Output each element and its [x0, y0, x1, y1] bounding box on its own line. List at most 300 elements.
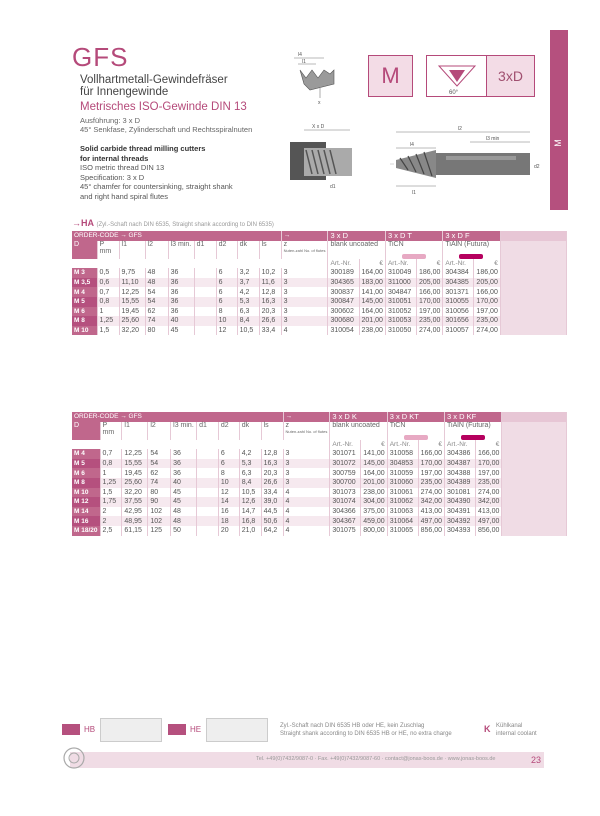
table-cell: 48	[145, 278, 168, 288]
table-cell: 300759	[330, 468, 361, 478]
table-cell: 8	[218, 468, 239, 478]
table-cell: 310064	[387, 516, 418, 526]
table-cell: 0,8	[100, 459, 122, 469]
col-p: P mm	[100, 422, 122, 440]
table-cell: 90	[148, 497, 171, 507]
table-cell: 304385	[443, 278, 474, 288]
table-cell: 342,00	[475, 497, 501, 507]
svg-text:l1: l1	[412, 190, 416, 196]
hb-arrow-icon	[62, 724, 80, 735]
table-cell: 166,00	[418, 449, 444, 459]
table-cell: 6	[216, 268, 237, 278]
svg-text:l3 min: l3 min	[486, 136, 500, 142]
table-cell: 301074	[330, 497, 361, 507]
row-pad	[502, 516, 567, 526]
table-header-row: ORDER-CODE → GFS → 3 x D K 3 x D KT 3 x D KF	[72, 412, 567, 422]
product-title: GFS	[72, 42, 129, 72]
table-cell: 304853	[387, 459, 418, 469]
table-cell: 205,00	[416, 278, 442, 288]
thread-size-cell: M 10	[72, 488, 100, 498]
thread-size-cell: M 16	[72, 516, 100, 526]
table-cell	[197, 507, 219, 517]
table-cell: 3	[283, 459, 330, 469]
table-cell: 54	[148, 449, 171, 459]
table-cell: 301371	[443, 287, 474, 297]
table-cell	[197, 478, 219, 488]
coolant-note: Kühlkanal internal coolant	[496, 723, 537, 737]
he-shank-drawing	[206, 718, 268, 742]
hb-label: HB	[84, 725, 96, 734]
table-row	[72, 307, 567, 317]
table-cell: 310065	[387, 526, 418, 536]
col-d: D	[72, 241, 97, 259]
german-spec: Ausführung: 3 x D 45° Senkfase, Zylinderschaft und Rechtsspiralnuten	[80, 116, 253, 134]
table-cell: 170,00	[475, 459, 501, 469]
table-cell: 15,55	[122, 459, 148, 469]
table-cell: 3	[281, 268, 328, 278]
coating-name: TiAlN (Futura)	[443, 241, 500, 259]
table-cell: 42,95	[122, 507, 148, 517]
table-cell: 12,8	[259, 287, 281, 297]
table-cell: 10,5	[239, 488, 261, 498]
column-header-row: D P mm l1 l2 l3 min. d1 d2 dk ls z Nuten-zahl No. of flutes blank uncoated TiCN TiAlN (Futura)	[72, 241, 567, 259]
table-cell: 497,00	[475, 516, 501, 526]
table-cell: 11,6	[259, 278, 281, 288]
table-cell: 310055	[443, 297, 474, 307]
table-cell	[194, 278, 216, 288]
table-cell: 45	[171, 488, 197, 498]
table-cell: 304391	[445, 507, 476, 517]
table-cell: 36	[171, 449, 197, 459]
table-cell: 201,00	[359, 316, 385, 326]
table-cell	[197, 526, 219, 536]
table-cell: 102	[148, 507, 171, 517]
thread-size-cell: M 6	[72, 307, 97, 317]
table-cell: 21,0	[239, 526, 261, 536]
svg-text:l1: l1	[302, 59, 306, 65]
table-cell: 0,8	[97, 297, 119, 307]
thread-size-cell: M 3,5	[72, 278, 97, 288]
table-cell: 197,00	[418, 468, 444, 478]
table-cell: 310053	[385, 316, 416, 326]
row-pad	[500, 316, 566, 326]
row-pad	[502, 497, 567, 507]
table-cell: 4,2	[237, 287, 259, 297]
table-cell: 201,00	[361, 478, 387, 488]
table-cell: 274,00	[418, 488, 444, 498]
table-cell: 3	[281, 297, 328, 307]
table-cell: 304392	[445, 516, 476, 526]
table-cell: 3	[283, 478, 330, 488]
table-cell	[197, 459, 219, 469]
table-cell: 12	[216, 326, 237, 336]
table-cell: 20,3	[261, 468, 283, 478]
table-cell: 304847	[385, 287, 416, 297]
tool-drawing	[290, 120, 550, 200]
table-cell: 3,2	[237, 268, 259, 278]
thread-size-cell: M 12	[72, 497, 100, 507]
table-cell: 36	[168, 307, 194, 317]
thread-size-cell: M 5	[72, 297, 97, 307]
table-cell: 1,25	[97, 316, 119, 326]
table-cell: 33,4	[261, 488, 283, 498]
coating-code: 3 x D T	[385, 231, 442, 241]
table-cell: 145,00	[361, 459, 387, 469]
table-cell: 19,45	[119, 307, 145, 317]
table-cell: 197,00	[475, 468, 501, 478]
length-ratio-icon: 3xD	[486, 55, 535, 97]
table-cell: 274,00	[474, 326, 500, 336]
coating-code: 3 x D F	[443, 231, 500, 241]
table-cell: 4,2	[239, 449, 261, 459]
row-pad	[502, 526, 567, 536]
table-cell: 300700	[330, 478, 361, 488]
table-cell: 36	[171, 468, 197, 478]
table-cell: 15,55	[119, 297, 145, 307]
table-cell: 48	[171, 516, 197, 526]
table-cell: 301072	[330, 459, 361, 469]
table-cell: 166,00	[474, 287, 500, 297]
thread-angle-icon	[426, 55, 488, 97]
hb-shank-drawing	[100, 718, 162, 742]
table-cell: 36	[171, 459, 197, 469]
coolant-icon: K	[484, 724, 491, 734]
art-number-header: Art.-Nr. € Art.-Nr. € Art.-Nr. €	[72, 259, 567, 269]
thread-size-cell: M 18/20	[72, 526, 100, 536]
table-cell: 4	[283, 526, 330, 536]
col-p: P mm	[97, 241, 119, 259]
row-pad	[502, 478, 567, 488]
table-cell: 342,00	[418, 497, 444, 507]
table-cell: 1,5	[100, 488, 122, 498]
table-cell: 186,00	[416, 268, 442, 278]
table-cell: 12,25	[122, 449, 148, 459]
table-cell: 164,00	[359, 268, 385, 278]
table-cell: 16	[218, 507, 239, 517]
table-cell: 166,00	[416, 287, 442, 297]
table-cell: 64,2	[261, 526, 283, 536]
table-cell: 50	[171, 526, 197, 536]
table-row	[72, 497, 567, 507]
table-cell: 301075	[330, 526, 361, 536]
table-cell: 4	[283, 497, 330, 507]
table-cell: 61,15	[122, 526, 148, 536]
table-row	[72, 459, 567, 469]
table-cell: 304388	[445, 468, 476, 478]
table-cell: 304393	[445, 526, 476, 536]
row-pad	[502, 449, 567, 459]
table-cell: 20,3	[259, 307, 281, 317]
svg-text:d2: d2	[534, 164, 540, 170]
table-cell: 45	[171, 497, 197, 507]
column-header-row: D P mm l1 l2 l3 min. d1 d2 dk ls z Nuten-zahl No. of flutes blank uncoated TiCN TiAlN (Futura)	[72, 422, 567, 440]
table-cell: 6,3	[239, 468, 261, 478]
table-row	[72, 526, 567, 536]
company-logo-icon	[62, 746, 86, 770]
table-cell: 3	[281, 287, 328, 297]
table-row	[72, 278, 567, 288]
table-cell: 19,45	[122, 468, 148, 478]
table-cell: 304,00	[361, 497, 387, 507]
table-cell: 9,75	[119, 268, 145, 278]
table-cell: 300680	[328, 316, 359, 326]
table-cell: 304386	[445, 449, 476, 459]
table-cell: 4	[283, 488, 330, 498]
table-cell: 274,00	[416, 326, 442, 336]
order-code-label: ORDER-CODE → GFS	[72, 412, 283, 422]
table-cell: 33,4	[259, 326, 281, 336]
thread-size-cell: M 10	[72, 326, 97, 336]
coating-name: TiCN	[387, 422, 444, 440]
table-cell: 25,60	[122, 478, 148, 488]
table-cell	[194, 316, 216, 326]
thread-size-cell: M 3	[72, 268, 97, 278]
row-pad	[500, 278, 566, 288]
contact-info: Tel. +49(0)7432/9087-0 · Fax. +49(0)7432/9087-60 · contact@jonas-boos.de · www.jonas-boos.de	[256, 756, 496, 762]
coating-name: TiCN	[385, 241, 442, 259]
table-cell: 304367	[330, 516, 361, 526]
table-cell: 310061	[387, 488, 418, 498]
table-cell: 18	[218, 516, 239, 526]
table-cell: 12,25	[119, 287, 145, 297]
table-cell: 301081	[445, 488, 476, 498]
coating-name: TiAlN (Futura)	[445, 422, 502, 440]
thread-size-cell: M 14	[72, 507, 100, 517]
table-cell: 6	[216, 287, 237, 297]
thread-profile-drawing	[290, 50, 350, 105]
table-cell: 2	[100, 516, 122, 526]
table-cell: 6,3	[237, 307, 259, 317]
table-cell: 304365	[328, 278, 359, 288]
table-cell: 310052	[385, 307, 416, 317]
table-cell: 12,6	[239, 497, 261, 507]
row-pad	[500, 307, 566, 317]
table-cell: 413,00	[475, 507, 501, 517]
table-cell: 6	[216, 278, 237, 288]
table-cell: 80	[145, 326, 168, 336]
table-cell: 48	[171, 507, 197, 517]
table-cell: 74	[148, 478, 171, 488]
material-icon: M	[368, 55, 413, 97]
table-cell	[194, 287, 216, 297]
table-cell: 800,00	[361, 526, 387, 536]
table-cell: 8,4	[239, 478, 261, 488]
thread-size-cell: M 8	[72, 478, 100, 488]
table-cell: 310054	[328, 326, 359, 336]
art-number-header: Art.-Nr. € Art.-Nr. € Art.-Nr. €	[72, 440, 567, 450]
table-cell: 36	[168, 287, 194, 297]
table-row	[72, 478, 567, 488]
table-cell: 856,00	[418, 526, 444, 536]
table-cell: 301656	[443, 316, 474, 326]
table-cell: 166,00	[475, 449, 501, 459]
table-cell: 2	[100, 507, 122, 517]
table-cell	[197, 468, 219, 478]
table-cell: 0,6	[97, 278, 119, 288]
table-row	[72, 468, 567, 478]
table-cell: 197,00	[474, 307, 500, 317]
row-pad	[500, 287, 566, 297]
thread-size-cell: M 4	[72, 449, 100, 459]
table-cell: 375,00	[361, 507, 387, 517]
table-cell: 54	[145, 287, 168, 297]
table-cell: 125	[148, 526, 171, 536]
table-cell: 2,5	[100, 526, 122, 536]
table-cell	[194, 268, 216, 278]
table-cell: 238,00	[359, 326, 385, 336]
table-cell: 310058	[387, 449, 418, 459]
shank-type-label: →HA (Zyl.-Schaft nach DIN 6535, Straight shank according to DIN 6535)	[72, 218, 274, 228]
table-cell: 62	[148, 468, 171, 478]
page-number: 23	[531, 755, 542, 765]
german-subtitle: Metrisches ISO-Gewinde DIN 13	[80, 101, 247, 113]
table-cell: 164,00	[361, 468, 387, 478]
table-cell: 40	[171, 478, 197, 488]
table-cell: 304389	[445, 478, 476, 488]
coating-code: 3 x D KT	[387, 412, 444, 422]
table-cell: 48,95	[122, 516, 148, 526]
table-cell: 6	[216, 297, 237, 307]
row-pad	[502, 459, 567, 469]
product-table-1	[72, 231, 567, 335]
table-cell: 10,5	[237, 326, 259, 336]
row-pad	[500, 297, 566, 307]
table-cell: 3	[281, 278, 328, 288]
table-cell: 235,00	[418, 478, 444, 488]
table-cell	[197, 497, 219, 507]
table-cell: 301073	[330, 488, 361, 498]
table-row	[72, 449, 567, 459]
coating-name: blank uncoated	[330, 422, 387, 440]
table-cell: 5,3	[237, 297, 259, 307]
coating-code: 3 x D K	[330, 412, 387, 422]
row-pad	[502, 507, 567, 517]
row-pad	[502, 468, 567, 478]
table-cell: 12	[218, 488, 239, 498]
table-cell: 1	[100, 468, 122, 478]
svg-text:d1: d1	[330, 184, 336, 190]
table-cell: 304387	[445, 459, 476, 469]
table-cell: 205,00	[474, 278, 500, 288]
table-cell: 36	[168, 297, 194, 307]
table-cell: 170,00	[416, 297, 442, 307]
table-cell: 6	[218, 449, 239, 459]
svg-text:l2: l2	[458, 126, 462, 132]
table-cell: 1,75	[100, 497, 122, 507]
table-cell: 40	[168, 316, 194, 326]
svg-text:l4: l4	[298, 52, 302, 58]
table-cell: 310056	[443, 307, 474, 317]
table-cell: 856,00	[475, 526, 501, 536]
table-cell: 39,0	[261, 497, 283, 507]
table-row	[72, 507, 567, 517]
table-cell: 1	[97, 307, 119, 317]
table-cell: 16,8	[239, 516, 261, 526]
table-cell: 310059	[387, 468, 418, 478]
he-label: HE	[190, 725, 202, 734]
product-table-2	[72, 412, 567, 536]
table-cell: 45	[168, 326, 194, 336]
table-cell: 1,25	[100, 478, 122, 488]
table-cell: 145,00	[359, 297, 385, 307]
table-cell: 197,00	[416, 307, 442, 317]
table-cell: 235,00	[475, 478, 501, 488]
table-cell: 304384	[443, 268, 474, 278]
table-cell: 3	[281, 316, 328, 326]
table-cell: 0,7	[100, 449, 122, 459]
table-cell	[194, 307, 216, 317]
svg-text:x: x	[318, 100, 321, 105]
table-cell: 6	[218, 459, 239, 469]
table-cell: 102	[148, 516, 171, 526]
table-cell: 310050	[385, 326, 416, 336]
table-cell: 183,00	[359, 278, 385, 288]
table-cell: 25,60	[119, 316, 145, 326]
table-row	[72, 326, 567, 336]
table-cell: 32,20	[122, 488, 148, 498]
table-cell: 4	[283, 516, 330, 526]
table-cell: 12,8	[261, 449, 283, 459]
table-cell	[194, 297, 216, 307]
table-cell: 497,00	[418, 516, 444, 526]
thread-size-cell: M 5	[72, 459, 100, 469]
table-row	[72, 287, 567, 297]
table-cell: 310049	[385, 268, 416, 278]
table-cell: 141,00	[359, 287, 385, 297]
coating-name: blank uncoated	[328, 241, 385, 259]
table-cell: 4	[281, 326, 328, 336]
table-cell: 10	[218, 478, 239, 488]
table-cell: 36	[168, 278, 194, 288]
row-pad	[500, 326, 566, 336]
table-cell	[197, 488, 219, 498]
col-d: D	[72, 422, 100, 440]
table-cell: 8	[216, 307, 237, 317]
table-cell: 16,3	[261, 459, 283, 469]
table-row	[72, 516, 567, 526]
table-cell: 26,6	[261, 478, 283, 488]
order-code-label: ORDER-CODE → GFS	[72, 231, 281, 241]
table-cell: 5,3	[239, 459, 261, 469]
table-cell: 311000	[385, 278, 416, 288]
table-cell: 3	[281, 307, 328, 317]
he-arrow-icon	[168, 724, 186, 735]
table-cell: 304366	[330, 507, 361, 517]
table-cell: 170,00	[418, 459, 444, 469]
table-row	[72, 268, 567, 278]
section-tab[interactable]: M	[550, 30, 568, 210]
table-cell: 301071	[330, 449, 361, 459]
table-row	[72, 297, 567, 307]
table-cell: 164,00	[359, 307, 385, 317]
table-cell: 37,55	[122, 497, 148, 507]
table-cell: 300602	[328, 307, 359, 317]
table-cell: 3	[283, 449, 330, 459]
table-cell: 0,5	[97, 268, 119, 278]
table-cell: 80	[148, 488, 171, 498]
table-cell: 300847	[328, 297, 359, 307]
svg-text:60°: 60°	[449, 90, 459, 96]
table-cell: 44,5	[261, 507, 283, 517]
table-cell: 54	[145, 297, 168, 307]
table-row	[72, 316, 567, 326]
row-pad	[500, 268, 566, 278]
table-cell: 74	[145, 316, 168, 326]
table-cell: 11,10	[119, 278, 145, 288]
row-pad	[502, 488, 567, 498]
german-title: Vollhartmetall-Gewindefräser für Innengewinde	[80, 74, 228, 98]
table-cell	[197, 449, 219, 459]
